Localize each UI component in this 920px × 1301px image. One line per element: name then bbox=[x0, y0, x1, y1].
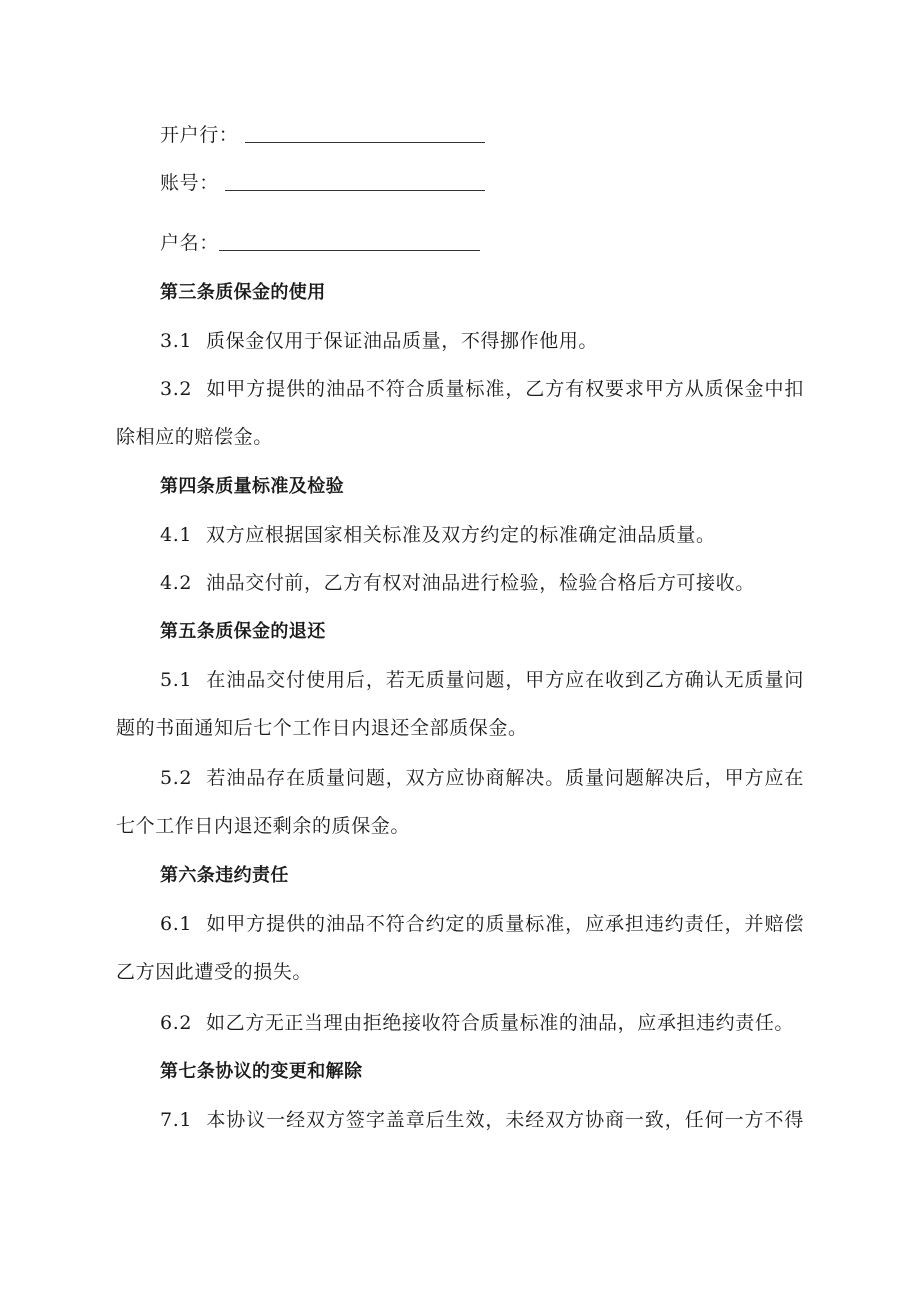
clause-3-1-number: 3.1 bbox=[160, 330, 193, 352]
clause-5-2-number: 5.2 bbox=[160, 767, 193, 789]
clause-6-2-text: 如乙方无正当理由拒绝接收符合质量标准的油品，应承担违约责任。 bbox=[206, 1012, 795, 1034]
clause-3-2-text-line2: 除相应的赔偿金。 bbox=[116, 426, 273, 448]
section-5-title: 第五条质保金的退还 bbox=[160, 621, 326, 642]
account-name-label: 户名： bbox=[160, 232, 219, 254]
clause-3-2-number: 3.2 bbox=[160, 378, 193, 400]
clause-5-2-text-line2: 七个工作日内退还剩余的质保金。 bbox=[116, 815, 411, 837]
clause-3-2-text-line1: 如甲方提供的油品不符合质量标准，乙方有权要求甲方从质保金中扣 bbox=[206, 378, 804, 400]
clause-5-1 bbox=[160, 668, 804, 692]
clause-7-1-text-line1: 本协议一经双方签字盖章后生效，未经双方协商一致，任何一方不得 bbox=[206, 1109, 804, 1131]
bank-label: 开户行： bbox=[160, 124, 239, 146]
clause-4-1-text: 双方应根据国家相关标准及双方约定的标准确定油品质量。 bbox=[206, 524, 716, 546]
section-6-title: 第六条违约责任 bbox=[160, 865, 289, 886]
clause-4-2-number: 4.2 bbox=[160, 572, 193, 594]
section-3-title: 第三条质保金的使用 bbox=[160, 282, 326, 303]
clause-3-2 bbox=[160, 377, 804, 401]
section-7-title: 第七条协议的变更和解除 bbox=[160, 1061, 363, 1082]
clause-5-1-text-line1: 在油品交付使用后，若无质量问题，甲方应在收到乙方确认无质量问 bbox=[206, 669, 804, 691]
clause-5-2 bbox=[160, 766, 804, 790]
clause-7-1 bbox=[160, 1108, 804, 1132]
clause-3-1-text: 质保金仅用于保证油品质量，不得挪作他用。 bbox=[206, 330, 599, 352]
clause-5-1-number: 5.1 bbox=[160, 669, 193, 691]
account-number-label: 账号： bbox=[160, 172, 219, 194]
clause-4-2 bbox=[160, 571, 755, 595]
clause-6-2 bbox=[160, 1011, 794, 1035]
clause-4-2-text: 油品交付前，乙方有权对油品进行检验，检验合格后方可接收。 bbox=[206, 572, 755, 594]
clause-6-1-text-line1: 如甲方提供的油品不符合约定的质量标准，应承担违约责任，并赔偿 bbox=[206, 913, 804, 935]
clause-6-2-number: 6.2 bbox=[160, 1012, 193, 1034]
clause-4-1 bbox=[160, 523, 716, 547]
clause-7-1-number: 7.1 bbox=[160, 1109, 193, 1131]
clause-5-2-text-line1: 若油品存在质量问题，双方应协商解决。质量问题解决后，甲方应在 bbox=[206, 767, 804, 789]
bank-blank-line bbox=[245, 142, 485, 143]
clause-3-1 bbox=[160, 329, 598, 353]
account-number-blank-line bbox=[225, 190, 485, 191]
clause-6-1 bbox=[160, 912, 804, 936]
clause-5-1-text-line2: 题的书面通知后七个工作日内退还全部质保金。 bbox=[116, 717, 528, 739]
clause-6-1-number: 6.1 bbox=[160, 913, 193, 935]
clause-4-1-number: 4.1 bbox=[160, 524, 193, 546]
account-name-blank-line bbox=[219, 250, 480, 251]
section-4-title: 第四条质量标准及检验 bbox=[160, 476, 344, 497]
clause-6-1-text-line2: 乙方因此遭受的损失。 bbox=[116, 961, 313, 983]
